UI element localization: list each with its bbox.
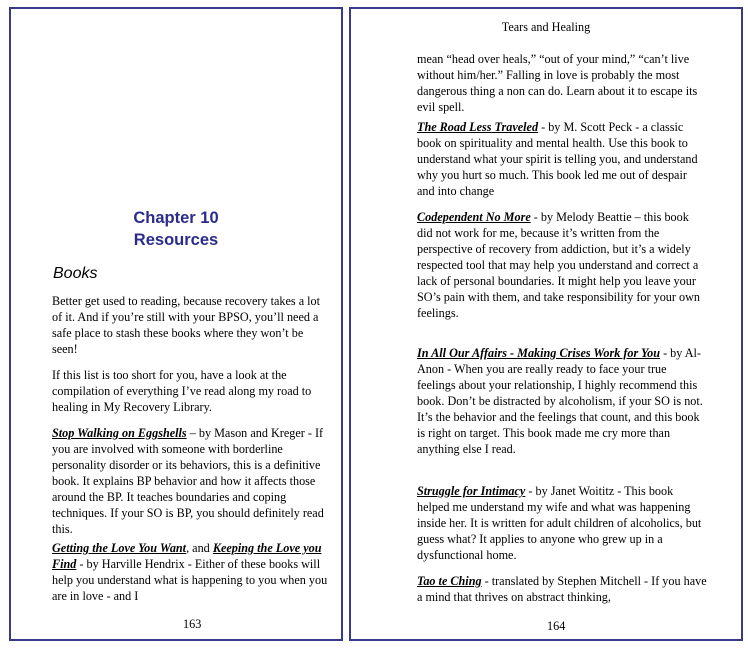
book-description: – by Mason and Kreger - If you are involved with someone with borderline personality disorder or its behaviors, this is a definitive book. It explains BP behavior and how it affects those around the BP. It teaches boundaries and coping techniques. If your SO is BP, you should definitely read this.	[52, 426, 324, 536]
book-entry	[52, 540, 330, 604]
book-title: Keeping the Love you Find	[52, 541, 322, 571]
chapter-title: Resources	[133, 231, 219, 249]
book-description: - by Harville Hendrix - Either of these books will help you understand what is happening to you when you are in love - and I	[52, 557, 328, 603]
book-description: - by Al-Anon - When you are really ready to face your true feelings about your relationship, I highly recommend this book. Don’t be distracted by alcoholism, if your SO is not. It’s the behavior and the feelings that count, and this book is right on target. This book made me cry more than anything else I read.	[417, 346, 703, 456]
book-title: Codependent No More	[417, 210, 531, 224]
book-description: - by Melody Beattie – this book did not work for me, because it’s written from the perspective of recovery from addiction, but it’s a widely respected tool that may help you understand and correct a lack of personal boundaries. It might help you leave your SO’s pain with them, and take responsibility for your own feelings.	[417, 210, 700, 320]
book-description: - translated by Stephen Mitchell - If you have a mind that thrives on abstract thinking,	[417, 574, 707, 604]
book-title: Getting the Love You Want	[52, 541, 187, 555]
section-heading: Books	[53, 265, 98, 282]
book-entry	[417, 345, 707, 457]
title-connector: , and	[186, 541, 213, 555]
right-page	[349, 7, 743, 641]
left-page	[9, 7, 343, 641]
chapter-heading	[11, 207, 341, 251]
book-entry	[417, 483, 707, 563]
book-description: - by Janet Woititz - This book helped me understand my wife and what was happening inside her. It is written for adult children of alcoholics, but guess what? It applies to anyone who grew up in a dysfunctional home.	[417, 484, 702, 562]
paragraph: mean “head over heals,” “out of your mind,” “can’t live without him/her.” Falling in love is probably the most dangerous thing a non can do. Learn about it to escape its evil spell.	[417, 52, 698, 114]
book-entry	[417, 209, 707, 321]
book-title: Stop Walking on Eggshells	[52, 426, 187, 440]
book-title: Tao te Ching	[417, 574, 482, 588]
paragraph: If this list is too short for you, have a look at the compilation of everything I’ve read along my road to healing in My Recovery Library.	[52, 368, 312, 414]
running-head: Tears and Healing	[501, 20, 591, 34]
book-title: The Road Less Traveled	[417, 120, 539, 134]
book-entry	[52, 425, 330, 537]
book-title: In All Our Affairs - Making Crises Work for You	[417, 346, 661, 360]
book-entry	[417, 119, 707, 199]
chapter-label: Chapter 10	[133, 209, 219, 227]
book-description: - by M. Scott Peck - a classic book on spirituality and mental health. Use this book to understand what your spirit is telling you, and understand why you hurt so much. This book led me out of despair and into change	[417, 120, 698, 198]
paragraph: Better get used to reading, because recovery takes a lot of it. And if you’re still with your BPSO, you’ll need a safe place to stash these books where they won’t be seen!	[52, 294, 321, 356]
book-title: Struggle for Intimacy	[417, 484, 526, 498]
page-number: 163	[183, 617, 202, 631]
book-entry	[417, 573, 707, 605]
page-number: 164	[547, 619, 566, 633]
